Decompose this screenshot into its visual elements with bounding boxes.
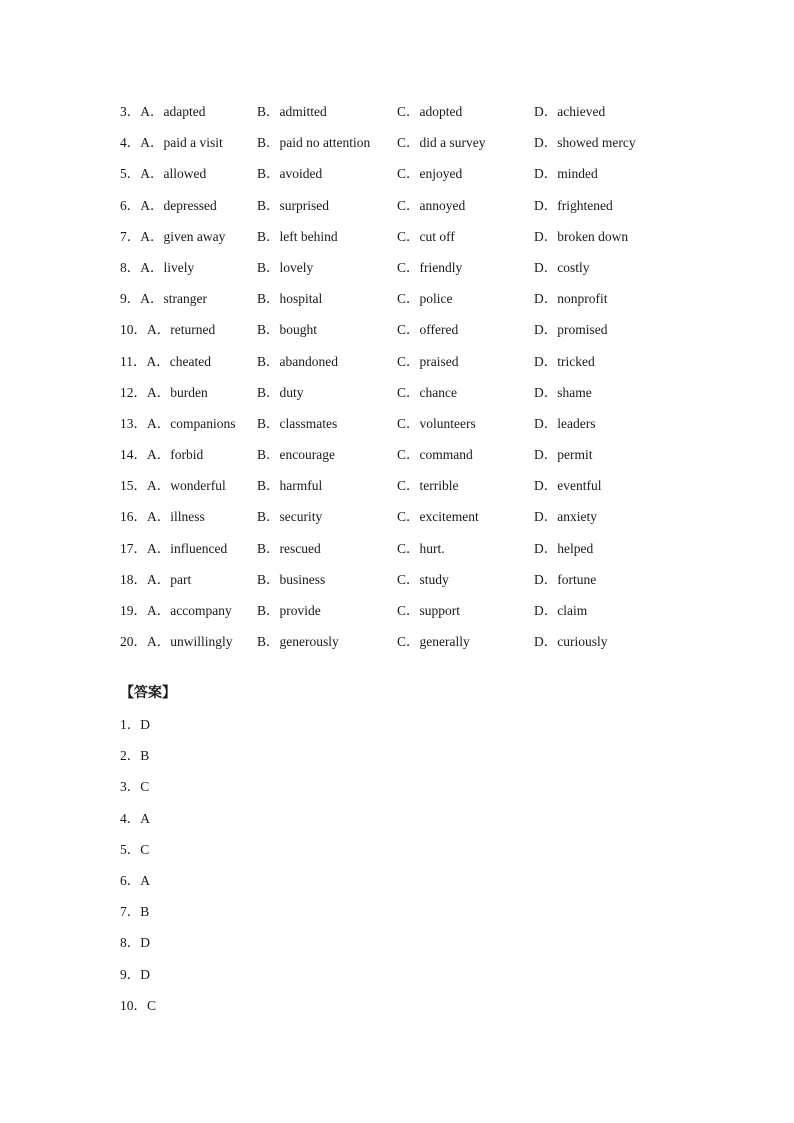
option-c: C．cut off (397, 228, 455, 244)
question-row (120, 600, 740, 631)
option-d: D．achieved (534, 104, 606, 119)
option-a: 15．A．wonderful (120, 478, 226, 494)
option-b: B．lovely (257, 259, 314, 275)
answers-heading: 【答案】 (120, 685, 176, 701)
option-a: 3．A．adapted (120, 104, 206, 119)
option-d: D．promised (534, 322, 608, 338)
option-b: B．business (257, 571, 326, 587)
question-list (120, 101, 740, 662)
option-a: 4．A．paid a visit (120, 135, 223, 151)
option-b: B．hospital (257, 291, 323, 307)
option-b: B．left behind (257, 228, 338, 244)
option-d: D．costly (534, 259, 590, 275)
answer-item: 10．C (120, 997, 157, 1013)
question-row (120, 569, 740, 600)
option-a: 10．A．returned (120, 322, 216, 338)
option-a: 9．A．stranger (120, 291, 207, 307)
option-c: C．terrible (397, 478, 459, 494)
option-d: D．broken down (534, 228, 629, 244)
option-c: C．annoyed (397, 197, 466, 213)
answer-item: 2．B (120, 748, 150, 764)
option-d: D．tricked (534, 353, 595, 369)
answer-item: 5．C (120, 841, 150, 857)
answer-item: 9．D (120, 966, 150, 982)
option-b: B．generously (257, 634, 339, 650)
question-row (120, 195, 740, 226)
option-a: 16．A．illness (120, 509, 205, 525)
question-row (120, 226, 740, 257)
option-a: 11．A．cheated (120, 353, 211, 369)
answer-item: 4．A (120, 810, 150, 826)
question-row (120, 319, 740, 350)
option-a: 14．A．forbid (120, 447, 204, 463)
option-b: B．encourage (257, 447, 335, 463)
option-c: C．command (397, 447, 473, 463)
answer-item: 6．A (120, 872, 150, 888)
option-c: C．offered (397, 322, 459, 338)
question-row (120, 101, 740, 132)
option-b: B．rescued (257, 540, 321, 556)
option-a: 7．A．given away (120, 228, 226, 244)
option-a: 12．A．burden (120, 384, 208, 400)
option-c: C．friendly (397, 259, 463, 275)
option-d: D．showed mercy (534, 135, 636, 151)
option-d: D．leaders (534, 415, 596, 431)
option-c: C．enjoyed (397, 166, 463, 182)
answer-item: 8．D (120, 935, 150, 951)
option-d: D．shame (534, 384, 592, 400)
answer-item: 3．C (120, 779, 150, 795)
answer-item: 7．B (120, 904, 150, 920)
question-row (120, 163, 740, 194)
option-a: 13．A．companions (120, 415, 236, 431)
option-b: B．duty (257, 384, 304, 400)
option-d: D．helped (534, 540, 594, 556)
option-c: C．police (397, 291, 453, 307)
question-row (120, 631, 740, 662)
option-c: C．generally (397, 634, 470, 650)
option-b: B．surprised (257, 197, 329, 213)
answer-list (120, 714, 156, 1026)
option-c: C．adopted (397, 104, 463, 119)
option-b: B．harmful (257, 478, 323, 494)
question-row (120, 132, 740, 163)
answer-item: 1．D (120, 717, 150, 732)
option-a: 6．A．depressed (120, 197, 217, 213)
option-c: C．support (397, 603, 461, 618)
option-d: D．eventful (534, 478, 602, 494)
option-c: C．hurt. (397, 540, 445, 556)
option-b: B．classmates (257, 415, 338, 431)
option-c: C．praised (397, 353, 459, 369)
option-b: B．security (257, 509, 323, 525)
question-row (120, 288, 740, 319)
question-row (120, 413, 740, 444)
question-row (120, 257, 740, 288)
question-row (120, 351, 740, 382)
question-row (120, 506, 740, 537)
option-d: D．permit (534, 447, 593, 463)
option-c: C．volunteers (397, 415, 476, 431)
option-c: C．study (397, 571, 449, 587)
option-c: C．chance (397, 384, 457, 400)
option-d: D．claim (534, 603, 588, 618)
option-a: 17．A．influenced (120, 540, 228, 556)
option-d: D．nonprofit (534, 291, 608, 307)
option-b: B．admitted (257, 104, 327, 119)
option-d: D．frightened (534, 197, 613, 213)
option-b: B．avoided (257, 166, 323, 182)
option-a: 5．A．allowed (120, 166, 207, 182)
option-a: 18．A．part (120, 571, 192, 587)
option-a: 19．A．accompany (120, 603, 232, 618)
option-d: D．minded (534, 166, 598, 182)
question-row (120, 444, 740, 475)
option-b: B．bought (257, 322, 318, 338)
option-b: B．paid no attention (257, 135, 371, 151)
option-c: C．did a survey (397, 135, 486, 151)
option-c: C．excitement (397, 509, 479, 525)
option-d: D．curiously (534, 634, 608, 650)
option-b: B．provide (257, 603, 321, 618)
question-row (120, 538, 740, 569)
question-row (120, 475, 740, 506)
question-row (120, 382, 740, 413)
option-a: 20．A．unwillingly (120, 634, 233, 650)
option-a: 8．A．lively (120, 259, 195, 275)
option-d: D．anxiety (534, 509, 597, 525)
option-d: D．fortune (534, 571, 597, 587)
option-b: B．abandoned (257, 353, 338, 369)
